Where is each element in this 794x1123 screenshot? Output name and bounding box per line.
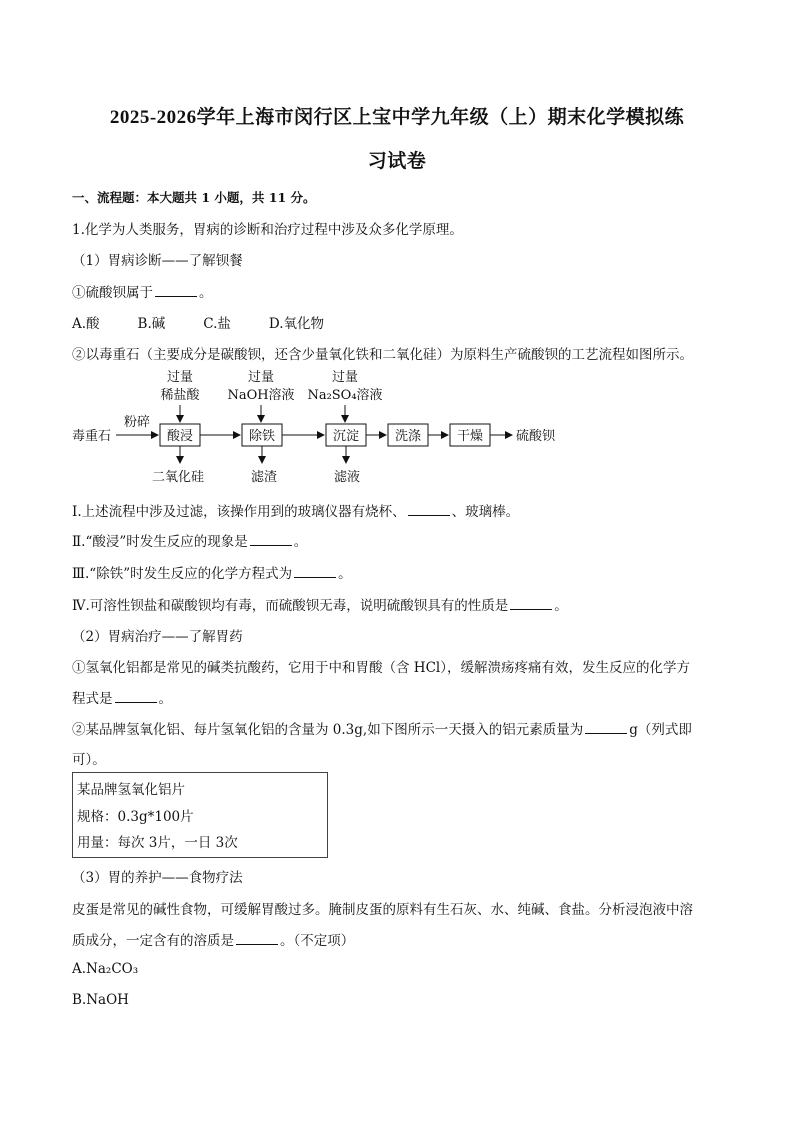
crush-label: 粉碎 (124, 415, 151, 430)
medicine-label-box (72, 772, 328, 858)
part1-question2: ②以毒重石（主要成分是碳酸钡，还含少量氧化铁和二氧化硅）为原料生产硫酸钡的工艺流程如图所示。 (72, 347, 693, 363)
answer-blank (585, 721, 627, 734)
option3-a: A.Na₂CO₃ (72, 961, 139, 977)
answer-blank (115, 690, 157, 703)
question-text-end: 。（不定项） (280, 933, 355, 949)
option-d: D.氧化物 (268, 316, 325, 332)
part3-title: （3）胃的养护——食物疗法 (72, 870, 243, 886)
part1-title: （1）胃病诊断——了解钡餐 (72, 253, 243, 269)
question-text: Ⅲ.“除铁”时发生反应的化学方程式为 (72, 566, 293, 582)
page-title-line2: 习试卷 (367, 151, 427, 172)
byproduct-filtrate: 滤液 (333, 470, 361, 485)
option-b: B.碱 (137, 316, 166, 332)
options-row (72, 312, 362, 332)
process-flow-diagram (60, 365, 700, 495)
reagent1-name: 稀盐酸 (160, 388, 200, 403)
answer-blank (294, 565, 336, 578)
step-washing: 洗涤 (394, 429, 422, 444)
medicine-spec: 规格：0.3g*100片 (77, 809, 194, 825)
part3-line1: 皮蛋是常见的碱性食物，可缓解胃酸过多。腌制皮蛋的原料有生石灰、水、纯碱、食盐。分析浸泡液中溶 (72, 902, 693, 918)
sub-question-4 (72, 594, 568, 614)
answer-blank (408, 503, 450, 516)
part2-question2-line1 (72, 718, 692, 738)
question-text: 质成分，一定含有的溶质是 (72, 933, 234, 949)
answer-blank (250, 533, 292, 546)
byproduct-residue: 滤渣 (250, 470, 278, 485)
page-title-line1: 2025-2026学年上海市闵行区上宝中学九年级（上）期末化学模拟练 (109, 107, 685, 128)
question-text-end: 。 (199, 285, 213, 301)
question-text-end: 、玻璃棒。 (451, 504, 520, 520)
step-iron-removal: 除铁 (248, 429, 276, 444)
byproduct-silica: 二氧化硅 (151, 470, 205, 485)
question-text: Ⅱ.“酸浸”时发生反应的现象是 (72, 534, 248, 550)
step-acid-leach: 酸浸 (166, 429, 194, 444)
sub-question-2 (72, 530, 307, 550)
sub-question-1 (72, 500, 519, 520)
question-text: ②某品牌氢氧化铝、每片氢氧化铝的含量为 0.3g,如下图所示一天摄入的铝元素质量为 (72, 722, 584, 738)
question-text: ①硫酸钡属于 (72, 285, 153, 301)
medicine-name: 某品牌氢氧化铝片 (77, 782, 185, 798)
reagent3-amount: 过量 (331, 370, 359, 385)
question-text: 程式是 (72, 691, 113, 707)
medicine-dosage: 用量：每次 3片，一日 3次 (77, 835, 238, 851)
section-heading: 一、流程题：本大题共 1 小题，共 11 分。 (72, 190, 316, 205)
step-precipitation: 沉淀 (332, 429, 360, 444)
question-text: Ⅰ.上述流程中涉及过滤，该操作用到的玻璃仪器有烧杯、 (72, 504, 406, 520)
part2-question1-line2 (72, 687, 172, 707)
question-text-end: 。 (293, 534, 308, 550)
reagent1-amount: 过量 (166, 370, 194, 385)
question-text-end: 。 (554, 598, 568, 614)
start-material: 毒重石 (72, 429, 112, 444)
reagent3-name: Na₂SO₄溶液 (307, 388, 383, 403)
option3-b: B.NaOH (72, 992, 129, 1008)
question-intro: 1.化学为人类服务，胃病的诊断和治疗过程中涉及众多化学原理。 (72, 222, 463, 238)
final-product: 硫酸钡 (516, 429, 556, 444)
option-c: C.盐 (203, 316, 231, 332)
option-a: A.酸 (72, 316, 100, 332)
question-text-end: 。 (338, 566, 352, 582)
part2-title: （2）胃病治疗——了解胃药 (72, 629, 243, 645)
reagent2-amount: 过量 (247, 370, 275, 385)
sub-question-3 (72, 562, 352, 582)
answer-blank (510, 597, 552, 610)
question-text-end: 。 (158, 691, 172, 707)
step-drying: 干燥 (456, 429, 484, 444)
question-text-end: g（列式即 (629, 722, 692, 738)
part2-question1-line1: ①氢氧化铝都是常见的碱类抗酸药，它用于中和胃酸（含 HCl），缓解溃疡疼痛有效，发生反应的化学方 (72, 660, 690, 676)
answer-blank (155, 284, 197, 297)
part2-question2-line2: 可）。 (72, 752, 106, 768)
question-text: Ⅳ.可溶性钡盐和碳酸钡均有毒，而硫酸钡无毒，说明硫酸钡具有的性质是 (72, 598, 509, 614)
part3-line2 (72, 929, 354, 949)
answer-blank (236, 932, 278, 945)
part1-question1 (72, 281, 213, 301)
reagent2-name: NaOH溶液 (227, 388, 295, 403)
